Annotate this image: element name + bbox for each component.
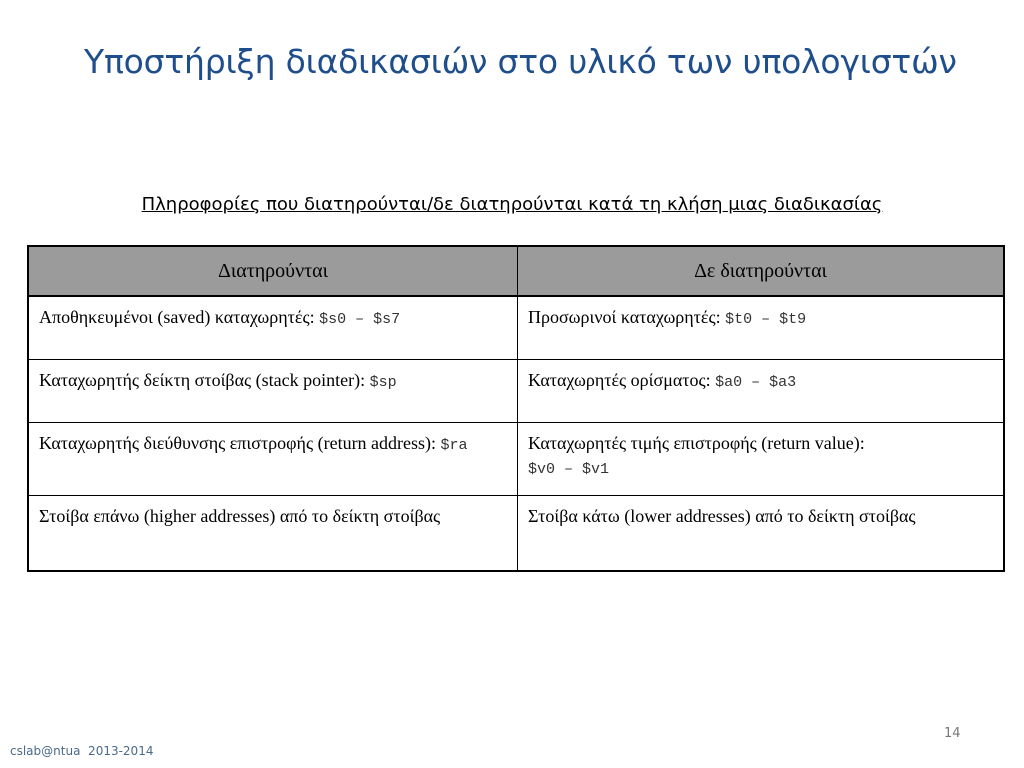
- slide-title: Υποστήριξη διαδικασιών στο υλικό των υπολογιστών: [84, 42, 957, 81]
- table-cell-preserved: [28, 360, 518, 423]
- table-header-row: [28, 246, 1004, 296]
- table-cell-preserved: [28, 423, 518, 496]
- cell-text: Στοίβα επάνω (higher addresses) από το δείκτη στοίβας: [39, 506, 441, 526]
- cell-text: Καταχωρητής δείκτη στοίβας (stack pointer):: [39, 370, 370, 390]
- table-cell-not-preserved: [518, 496, 1005, 572]
- table-row: [28, 423, 1004, 496]
- table-cell-not-preserved: [518, 296, 1005, 360]
- cell-text: Καταχωρητές τιμής επιστροφής (return value):: [528, 433, 865, 453]
- header-not-preserved: Δε διατηρούνται: [518, 246, 1005, 296]
- register-preservation-table: [27, 245, 1005, 572]
- cell-code: $v0 – $v1: [528, 461, 610, 478]
- table-cell-preserved: [28, 496, 518, 572]
- header-preserved: Διατηρούνται: [28, 246, 518, 296]
- table-row: [28, 360, 1004, 423]
- cell-code: $sp: [369, 374, 397, 391]
- cell-text: Στοίβα κάτω (lower addresses) από το δείκτη στοίβας: [528, 506, 916, 526]
- table-row: [28, 296, 1004, 360]
- cell-text: Καταχωρητής διεύθυνσης επιστροφής (return address):: [39, 433, 441, 453]
- table-cell-not-preserved: [518, 423, 1005, 496]
- cell-text: Προσωρινοί καταχωρητές:: [528, 307, 726, 327]
- cell-text: Αποθηκευμένοι (saved) καταχωρητές:: [39, 307, 320, 327]
- cell-code: $t0 – $t9: [725, 311, 807, 328]
- table-cell-preserved: [28, 296, 518, 360]
- table-cell-not-preserved: [518, 360, 1005, 423]
- page-number: 14: [944, 726, 961, 741]
- cell-text: Καταχωρητές ορίσματος:: [528, 370, 716, 390]
- slide-subtitle: Πληροφορίες που διατηρούνται/δε διατηρούνται κατά τη κλήση μιας διαδικασίας: [141, 194, 883, 215]
- cell-code: $a0 – $a3: [715, 374, 797, 391]
- footer-credit: cslab@ntua 2013-2014: [10, 744, 154, 758]
- cell-code: $s0 – $s7: [319, 311, 401, 328]
- table-row: [28, 496, 1004, 572]
- cell-code: $ra: [440, 437, 468, 454]
